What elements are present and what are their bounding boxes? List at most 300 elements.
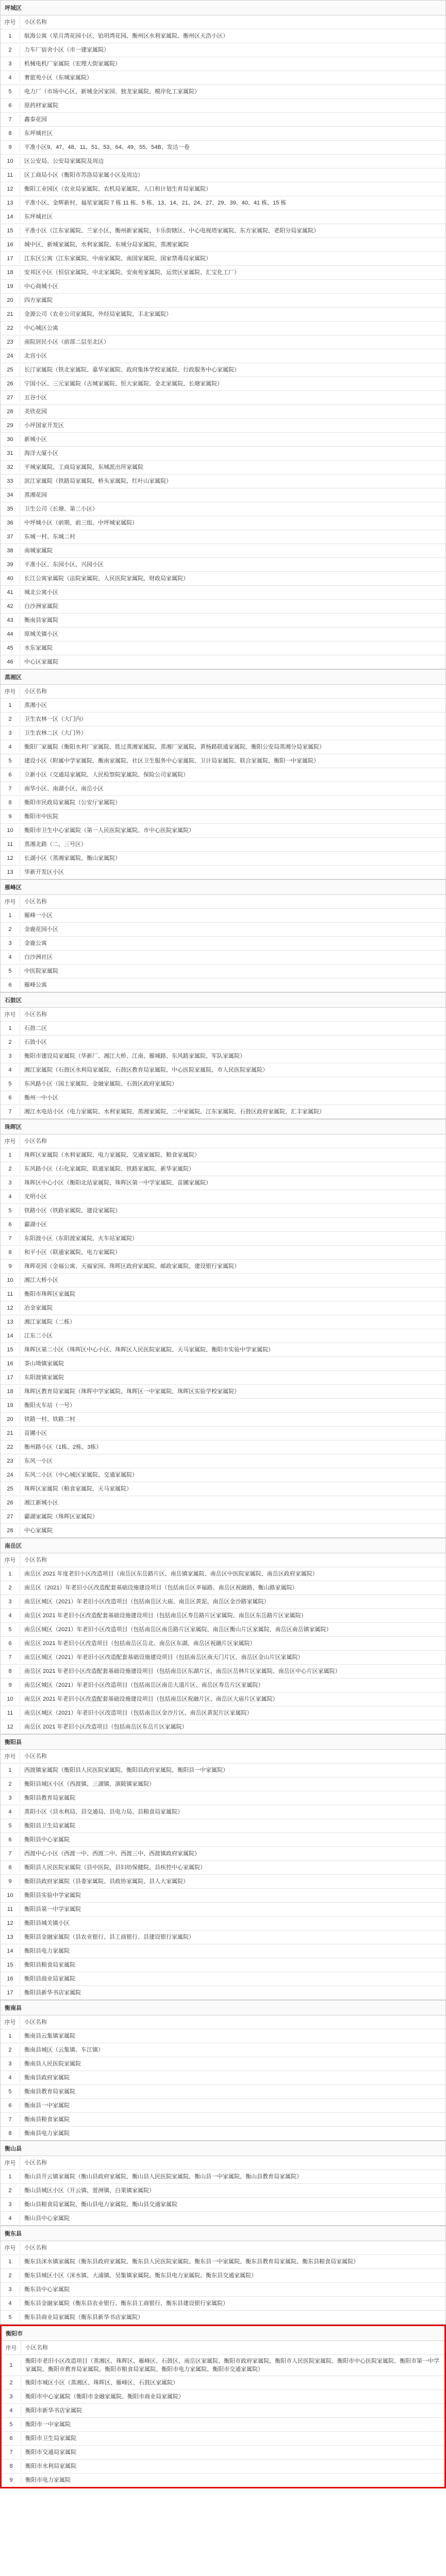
- district-section: [0, 1119, 446, 1538]
- table-row: [1, 1791, 445, 1805]
- row-number: 10: [1, 156, 20, 166]
- row-name: 衡南县家属院: [24, 617, 58, 623]
- table-row: [1, 1623, 445, 1637]
- table-row: [1, 1091, 445, 1105]
- row-number: 3: [1, 59, 20, 69]
- table-row: [1, 113, 445, 127]
- table-row: [1, 600, 445, 614]
- row-name: 东坪城社区: [24, 214, 53, 220]
- row-name: 城北公寓小区: [24, 589, 58, 596]
- row-name: 五谷小区: [24, 395, 47, 401]
- table-row: [1, 754, 445, 768]
- table-row: [1, 1287, 445, 1301]
- table-row: [1, 1176, 445, 1190]
- row-name: 卫生农林一区（大门内）: [24, 716, 87, 722]
- row-name: 长江公寓家属院（法院家属院、人民医院家属院、财政局家属院）: [24, 575, 189, 582]
- table-row: [1, 2170, 445, 2184]
- row-number: 6: [1, 100, 20, 111]
- row-number: 21: [1, 309, 20, 319]
- table-row: [1, 2099, 445, 2113]
- row-name: 衡阳县城区小区（西渡镇、三湖镇、演陂镇家属院）: [24, 1781, 155, 1787]
- row-number: 8: [1, 798, 20, 808]
- row-number: 16: [1, 240, 20, 250]
- row-number: 7: [1, 1652, 20, 1663]
- row-name: 衡州一中小区: [24, 1095, 58, 1101]
- row-name: 衡阳县实验中学家属院: [24, 1892, 81, 1899]
- row-name: 东风路小区（石化家属院、联通家属院、铁路家属院、新华家属院）: [24, 1166, 194, 1172]
- row-number: 24: [1, 351, 20, 361]
- table-row: [1, 182, 445, 196]
- table-row: [1, 377, 445, 391]
- table-row: [1, 1944, 445, 1958]
- row-number: 11: [1, 1904, 20, 1914]
- row-number: 7: [1, 1107, 20, 1117]
- row-number: 40: [1, 573, 20, 584]
- table-header-row: [1, 2241, 445, 2255]
- header-name: 小区名称: [24, 1138, 47, 1144]
- row-name: 中心区家属院: [24, 659, 58, 665]
- table-row: [1, 1148, 445, 1162]
- row-name: 衡山县粮食局家属院、衡山县电力家属院、衡山县交通家属院: [24, 2201, 177, 2208]
- row-number: 5: [1, 2312, 20, 2323]
- section-title: 雁峰区: [1, 880, 445, 895]
- table-row: [1, 294, 445, 308]
- table-row: [1, 1861, 445, 1875]
- row-name: 中坪城小区（前期、前三组、中坪城家属院）: [24, 520, 138, 526]
- table-row: [1, 655, 445, 669]
- row-name: 苗圃小区: [24, 1430, 47, 1436]
- table-row: [1, 1496, 445, 1510]
- table-row: [1, 2085, 445, 2099]
- table-row: [1, 1246, 445, 1260]
- header-number: 序号: [1, 16, 20, 28]
- row-name: 衡阳县人民医院家属院（县中医院、县妇幼保健院、县疾控中心家属院）: [24, 1865, 206, 1871]
- row-number: 16: [1, 1359, 20, 1369]
- table-row: [1, 530, 445, 544]
- row-name: 城中区、新城家属院、水利家属院、东城分局家属院、蒸湘家属院: [24, 242, 189, 248]
- row-name: 衡东县城区小区（洣水镇、大浦镇、吴集镇家属院、衡东县电力家属院、衡东县交通家属院）: [24, 2273, 257, 2279]
- table-row: [1, 909, 445, 923]
- row-name: 蒸湘花园: [24, 492, 47, 498]
- row-number: 13: [1, 867, 20, 877]
- header-number: 序号: [1, 685, 20, 698]
- table-row: [1, 1510, 445, 1524]
- row-number: 9: [1, 811, 20, 822]
- table-row: [1, 586, 445, 600]
- row-name: 衡南县教育局家属院: [24, 2089, 75, 2095]
- row-number: 10: [1, 1890, 20, 1901]
- row-name: 南岳区城区（2021）年老旧小区改造配套基础设施建设项目（包括南岳区南天门片区、南岳区金山片区家属院）: [24, 1654, 304, 1660]
- row-number: 4: [1, 742, 20, 752]
- row-name: 机械电机厂家属院（宏理大街家属院）: [24, 61, 121, 67]
- row-name: 小坪国家开发区: [24, 422, 64, 429]
- row-name: 湘江大桥小区: [24, 1277, 58, 1283]
- table-row: [1, 1958, 445, 1972]
- row-number: 9: [1, 142, 20, 152]
- row-number: 9: [1, 1261, 20, 1272]
- row-number: 14: [1, 212, 20, 222]
- row-name: 平准小区9、47、48、11、51、53、64、49、55、54B、发达一卷: [24, 144, 190, 150]
- table-row: [1, 238, 445, 252]
- row-number: 11: [1, 170, 20, 180]
- section-title: 衡山县: [1, 2141, 445, 2156]
- header-number: 序号: [1, 895, 20, 908]
- table-row: [1, 810, 445, 824]
- table-row: [1, 1875, 445, 1889]
- table-row: [1, 155, 445, 168]
- table-row: [2, 2473, 444, 2487]
- row-name: 衡东县洣水镇家属院（衡东县政府家属院、衡东县人民医院家属院、衡东县一中家属院、衡东县教育局家属院、衡东县粮食局家属院）: [24, 2259, 359, 2265]
- table-row: [1, 1315, 445, 1329]
- row-number: 3: [2, 2392, 21, 2402]
- table-header-row: [1, 2156, 445, 2170]
- table-row: [1, 2297, 445, 2311]
- row-name: 衡阳市一中家属院: [25, 2421, 71, 2428]
- row-number: 4: [2, 2405, 21, 2416]
- row-number: 4: [1, 2073, 20, 2083]
- row-name: 金鹿公寓: [24, 940, 47, 946]
- row-name: 南岳区 2021 年老旧小区改造配套基础设施建设项目（包括南岳区祝融片区、南岳区大庙片区家属院）: [24, 1696, 278, 1702]
- row-name: 东阳渡镇家属院: [24, 1375, 64, 1381]
- section-title: 石鼓区: [1, 993, 445, 1008]
- table-row: [1, 461, 445, 474]
- row-number: 1: [1, 2031, 20, 2041]
- table-header-row: [1, 1008, 445, 1022]
- row-number: 5: [1, 2087, 20, 2097]
- table-row: [1, 1413, 445, 1427]
- row-name: 衡阳市珠晖区家属院: [24, 1291, 75, 1297]
- row-number: 5: [2, 2419, 21, 2430]
- row-name: 西渡镇家属院（衡阳县人民医院家属院、衡阳县政府家属院、衡阳县一中家属院）: [24, 1767, 228, 1773]
- row-name: 滨江家属院（铁路局家属院、桥头家属院、红叶山家属院）: [24, 478, 172, 484]
- table-row: [1, 740, 445, 754]
- row-name: 美欣花园: [24, 409, 47, 415]
- table-header-row: [1, 1134, 445, 1148]
- row-name: 衡阳县教育局家属院: [24, 1795, 75, 1801]
- row-number: 7: [1, 114, 20, 125]
- table-row: [1, 1930, 445, 1944]
- table-row: [1, 1889, 445, 1903]
- row-number: 23: [1, 337, 20, 347]
- table-row: [1, 726, 445, 740]
- table-row: [1, 1274, 445, 1287]
- row-name: 海洋大厦小区: [24, 450, 58, 456]
- header-number: 序号: [1, 1008, 20, 1021]
- header-name: 小区名称: [25, 2345, 48, 2351]
- row-number: 34: [1, 490, 20, 500]
- table-row: [1, 71, 445, 85]
- table-row: [1, 2127, 445, 2140]
- district-section: [0, 992, 446, 1119]
- row-number: 8: [1, 1247, 20, 1258]
- district-section: [0, 1538, 446, 1734]
- row-number: 4: [1, 1807, 20, 1817]
- table-row: [1, 1468, 445, 1482]
- row-name: 蒸湘小区: [24, 702, 47, 708]
- section-title: 衡阳市: [2, 2326, 444, 2341]
- row-number: 2: [1, 924, 20, 935]
- row-name: 衡阳市卫生局家属院: [25, 2435, 76, 2442]
- row-name: 衡阳市建设局家属院（华新厂、湘江大桥、江南、雁城路、东风路家属院、军队家属院）: [24, 1053, 245, 1059]
- row-number: 6: [1, 1638, 20, 1649]
- table-row: [1, 1482, 445, 1496]
- row-number: 3: [1, 2284, 20, 2295]
- row-name: 南岳区城区（2021）年老旧小区改造项目（包括南岳区大庙、南岳区黄泥、南岳区金沙路家属院）: [24, 1599, 270, 1605]
- row-name: 衡阳市交通局家属院: [25, 2449, 76, 2455]
- row-number: 42: [1, 601, 20, 612]
- row-number: 4: [1, 2298, 20, 2309]
- table-row: [1, 363, 445, 377]
- table-row: [1, 1385, 445, 1399]
- row-name: 衡阳县中心家属院: [24, 1837, 70, 1843]
- row-number: 3: [1, 1793, 20, 1803]
- table-row: [1, 544, 445, 558]
- table-row: [1, 433, 445, 447]
- row-name: 区工商局小区（衡阳市苏洛局家属小区及周边）: [24, 172, 143, 178]
- row-name: 衡阳厂家属院（衡阳水利厂家属院、胜过蒸湘家属院、蒸湘厂家属院、黄杨路联通家属院、衡阳公安局蒸湘分局家属院）: [24, 744, 325, 750]
- table-row: [1, 572, 445, 586]
- row-number: 3: [1, 1051, 20, 1061]
- table-row: [1, 43, 445, 57]
- table-row: [1, 1847, 445, 1861]
- row-number: 28: [1, 406, 20, 417]
- row-name: 珠晖区中心小区（衡阳北站家属院、珠晖区第一中学家属院、苗圃家属院）: [24, 1180, 211, 1186]
- row-name: 铁路小区（铁路家属院、建设家属院）: [24, 1208, 121, 1214]
- row-name: 电力厂（市场中心区、新城金河家园、独龙家属院、模岸化工家属院）: [24, 89, 200, 95]
- row-number: 45: [1, 643, 20, 653]
- table-row: [1, 1343, 445, 1357]
- table-row: [1, 1036, 445, 1049]
- row-number: 3: [1, 1178, 20, 1188]
- row-name: 石鼓二区: [24, 1025, 47, 1031]
- row-number: 12: [1, 853, 20, 863]
- table-row: [1, 699, 445, 713]
- row-number: 27: [1, 393, 20, 403]
- table-row: [1, 628, 445, 641]
- table-row: [1, 782, 445, 796]
- row-name: 卫生公司（长塘、第二小区）: [24, 506, 98, 512]
- table-header-row: [1, 895, 445, 909]
- table-row: [2, 2418, 444, 2432]
- row-number: 1: [1, 2172, 20, 2182]
- district-section: [0, 2325, 446, 2488]
- row-name: 珠晖区家属院（水利家属院、电力家属院、交通家属院、粮食家属院）: [24, 1152, 200, 1158]
- table-row: [1, 1805, 445, 1819]
- row-name: 珠晖区教育局家属院（珠晖中学家属院、珠晖区一中家属院、珠晖区实验学校家属院）: [24, 1388, 240, 1395]
- row-number: 43: [1, 615, 20, 625]
- row-name: 中心城区公寓: [24, 325, 58, 331]
- row-name: 平准小区、金辉新村、福星家属院 7 栋 11 栋、5 栋、13、14、21、24、27、29、39、40、41 栋、15 栋: [24, 200, 287, 206]
- header-name: 小区名称: [24, 1753, 47, 1759]
- district-section: [0, 2000, 446, 2141]
- row-name: 南华小区、南湖小区、南岳小区: [24, 786, 104, 792]
- row-number: 36: [1, 518, 20, 528]
- row-name: 区公安局、公安局家属院及周边: [24, 158, 104, 164]
- row-number: 19: [1, 1400, 20, 1411]
- row-name: 衡南县人民医院家属院: [24, 2061, 81, 2067]
- row-name: 酃湖家属院（珠晖区家属院）: [24, 1514, 98, 1520]
- header-name: 小区名称: [24, 2245, 47, 2251]
- row-number: 2: [2, 2378, 21, 2388]
- table-header-row: [2, 2341, 444, 2355]
- table-row: [1, 141, 445, 155]
- row-number: 7: [1, 784, 20, 794]
- row-number: 14: [1, 1946, 20, 1956]
- row-number: 5: [1, 1624, 20, 1635]
- row-number: 1: [1, 31, 20, 41]
- table-row: [1, 447, 445, 461]
- row-name: 衡阳市新华书店家属院: [25, 2408, 82, 2414]
- district-section: [0, 2226, 446, 2325]
- row-number: 16: [1, 1974, 20, 1984]
- row-number: 2: [1, 1037, 20, 1047]
- row-number: 6: [1, 770, 20, 780]
- table-row: [1, 1651, 445, 1665]
- table-row: [1, 866, 445, 879]
- row-name: 东风一小区: [24, 1458, 53, 1464]
- row-number: 15: [1, 1345, 20, 1355]
- table-row: [2, 2446, 444, 2460]
- table-row: [1, 614, 445, 628]
- row-name: 衡阳县城关镇小区: [24, 1920, 70, 1926]
- table-row: [1, 1609, 445, 1623]
- row-name: 白沙洲社区: [24, 954, 53, 960]
- row-name: 衡阳市中医院: [24, 814, 58, 820]
- header-name: 小区名称: [24, 1557, 47, 1563]
- row-number: 1: [1, 910, 20, 921]
- row-number: 6: [1, 1835, 20, 1845]
- row-name: 衡州路小区（1栋、2栋、3栋）: [24, 1444, 102, 1450]
- row-number: 11: [1, 839, 20, 850]
- section-title: 衡东县: [1, 2226, 445, 2241]
- table-row: [1, 1022, 445, 1036]
- table-row: [1, 1399, 445, 1413]
- header-number: 序号: [1, 1135, 20, 1147]
- row-name: 航海公寓（星月湾花园小区、铂玥湾花园、衡州区水利家属院、衡州区天浩小区）: [24, 33, 228, 39]
- row-name: 南岳区 2021 年度老旧小区改造项目（南岳区东岳路片区、南岳镇家属院、南岳区中医院家属院、南岳区政府家属院）: [24, 1571, 318, 1577]
- row-number: 44: [1, 629, 20, 639]
- table-row: [2, 2390, 444, 2404]
- header-number: 序号: [1, 2016, 20, 2028]
- table-row: [1, 127, 445, 141]
- row-number: 1: [1, 1150, 20, 1160]
- row-number: 39: [1, 560, 20, 570]
- row-name: 东风路小区（国土家属院、金融家属院、石鼓区政府家属院）: [24, 1081, 177, 1087]
- row-number: 7: [2, 2447, 21, 2458]
- row-number: 4: [1, 1192, 20, 1202]
- row-number: 8: [1, 2128, 20, 2139]
- row-name: 雁峰公寓: [24, 982, 47, 988]
- row-name: 衡阳市城区小区（蒸湘区、珠晖区、雁峰区、石鼓区家属院）: [25, 2380, 178, 2386]
- row-name: 新城小区: [24, 436, 47, 443]
- row-number: 4: [1, 1065, 20, 1075]
- row-number: 27: [1, 1512, 20, 1522]
- table-header-row: [1, 15, 445, 29]
- row-number: 41: [1, 587, 20, 598]
- table-header-row: [1, 685, 445, 699]
- district-section: [0, 2141, 446, 2226]
- row-name: 南岳区（2021）年老旧小区改造配套基础设施建设项目（包括南岳区幸福路、南岳区祝融路、衡山路家属院）: [24, 1585, 298, 1591]
- table-row: [2, 2355, 444, 2376]
- table-row: [1, 2311, 445, 2324]
- table-row: [1, 1986, 445, 1999]
- row-name: 东阳渡小区（东阳渡家属院、火车站家属院）: [24, 1235, 138, 1242]
- header-name: 小区名称: [24, 688, 47, 694]
- row-name: 南城家属院: [24, 548, 53, 554]
- section-title: 蒸湘区: [1, 670, 445, 685]
- table-row: [1, 2029, 445, 2043]
- table-row: [1, 252, 445, 266]
- row-number: 10: [1, 1694, 20, 1704]
- section-title: 衡阳县: [1, 1735, 445, 1750]
- row-number: 13: [1, 198, 20, 208]
- table-row: [1, 923, 445, 937]
- row-number: 2: [1, 1583, 20, 1593]
- table-row: [1, 937, 445, 951]
- table-row: [1, 280, 445, 294]
- table-row: [1, 1581, 445, 1595]
- row-name: 衡阳县商业局家属院: [24, 1976, 75, 1982]
- table-row: [1, 796, 445, 810]
- table-row: [1, 824, 445, 838]
- table-row: [1, 1903, 445, 1917]
- row-name: 东风二小区（中心城区家属院、交通家属院）: [24, 1472, 138, 1478]
- row-number: 4: [1, 73, 20, 83]
- row-number: 3: [1, 728, 20, 738]
- row-number: 30: [1, 434, 20, 445]
- table-row: [1, 713, 445, 726]
- row-name: 建设小区（附属中学家属院、衡南家属院、社区卫生服务中心家属院、卫计局家属院、联合家属院、衡阳一中家属院）: [24, 758, 319, 764]
- row-name: 衡阳县新华书店家属院: [24, 1990, 81, 1996]
- row-name: 衡东县商业局家属院（衡东县新华书店家属院）: [24, 2314, 143, 2320]
- row-number: 7: [1, 1233, 20, 1244]
- table-row: [1, 2113, 445, 2127]
- row-number: 17: [1, 1372, 20, 1383]
- row-number: 17: [1, 253, 20, 264]
- row-number: 12: [1, 1303, 20, 1313]
- table-row: [1, 2057, 445, 2071]
- header-name: 小区名称: [24, 19, 47, 25]
- table-row: [1, 1357, 445, 1371]
- table-row: [2, 2376, 444, 2390]
- row-name: 南岳区 2021 年老旧小区改造配套基础设施建设项目（包括南岳区寿岳路片区家属院、南岳区东岳路片区家属院）: [24, 1613, 307, 1619]
- row-name: 平准小区、东园小区、兴园小区: [24, 562, 104, 568]
- table-row: [1, 2184, 445, 2198]
- row-number: 2: [1, 2270, 20, 2281]
- district-section: [0, 1734, 446, 2000]
- row-number: 9: [1, 1876, 20, 1887]
- row-name: 衡南县城区（云集镇、车江镇）: [24, 2047, 104, 2053]
- table-row: [1, 1833, 445, 1847]
- table-row: [1, 391, 445, 405]
- row-name: 铁路一村、铁路二村: [24, 1416, 75, 1422]
- row-name: 金鹿花园小区: [24, 926, 58, 933]
- table-row: [1, 168, 445, 182]
- row-name: 衡阳县粮食局家属院: [24, 1962, 75, 1968]
- row-name: 珠晖区第二小区（珠晖区中心小区、珠晖区人民医院家属院、天马家属院、衡阳市实验中学家属院）: [24, 1347, 274, 1353]
- table-row: [1, 1972, 445, 1986]
- row-number: 5: [1, 1079, 20, 1089]
- row-number: 10: [1, 1275, 20, 1285]
- row-number: 18: [1, 267, 20, 278]
- table-row: [1, 2198, 445, 2212]
- table-row: [1, 1162, 445, 1176]
- table-row: [1, 2071, 445, 2085]
- table-row: [1, 321, 445, 335]
- header-number: 序号: [1, 2242, 20, 2254]
- row-number: 38: [1, 546, 20, 556]
- table-row: [1, 978, 445, 992]
